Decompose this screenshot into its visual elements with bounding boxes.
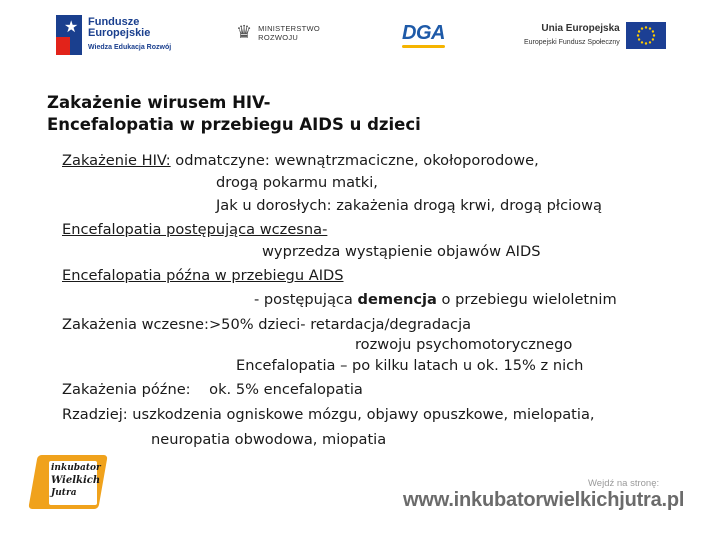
- dementia-post: o przebiegu wieloletnim: [436, 291, 617, 308]
- content-line-1: [62, 152, 539, 170]
- eu-logo-line1: Unia Europejska: [541, 23, 620, 34]
- fundusze-europejskie-logo: [56, 15, 171, 55]
- title-line2: Encefalopatia w przebiegu AIDS u dzieci: [47, 115, 421, 134]
- fe-logo-line3: Wiedza Edukacja Rozwój: [88, 44, 172, 51]
- slide-title: [47, 92, 421, 136]
- content-line-7: [254, 291, 617, 309]
- content-line-12: Rzadziej: uszkodzenia ogniskowe mózgu, objawy opuszkowe, mielopatia,: [62, 406, 595, 423]
- fe-logo-line2: Europejskie: [88, 27, 151, 39]
- content-line-9: rozwoju psychomotorycznego: [355, 336, 573, 353]
- ik-logo-line3: Jutra: [51, 488, 77, 498]
- ministry-line1: MINISTERSTWO: [258, 23, 321, 33]
- dementia-pre: - postępująca: [254, 291, 358, 308]
- content-line-13: neuropatia obwodowa, miopatia: [151, 431, 387, 448]
- ik-logo-line2: Wielkich: [51, 475, 101, 486]
- dga-logo: [402, 22, 445, 48]
- ik-logo-line1: inkubator: [51, 463, 101, 473]
- dga-logo-text: DGA: [402, 22, 445, 48]
- eu-logo-line2: Europejski Fundusz Społeczny: [524, 39, 620, 46]
- ministry-logo: [236, 22, 320, 43]
- hiv-infection-label: Zakażenie HIV:: [62, 152, 171, 169]
- content-line-4: Encefalopatia postępująca wczesna-: [62, 221, 328, 238]
- website-url-link[interactable]: www.inkubatorwielkichjutra.pl: [403, 489, 685, 511]
- fundusze-europejskie-icon: ★: [56, 15, 82, 55]
- dementia-bold: demencja: [357, 291, 437, 308]
- title-line1: Zakażenie wirusem HIV-: [47, 93, 271, 112]
- content-line-3: Jak u dorosłych: zakażenia drogą krwi, drogą płciową: [216, 197, 602, 214]
- eagle-emblem-icon: ♛: [236, 22, 253, 43]
- content-line-10: Encefalopatia – po kilku latach u ok. 15% z nich: [236, 357, 584, 374]
- inkubator-logo: [33, 455, 111, 511]
- content-line-6: Encefalopatia późna w przebiegu AIDS: [62, 267, 344, 284]
- content-line-11: Zakażenia późne: ok. 5% encefalopatia: [62, 381, 363, 398]
- hiv-infection-text: odmatczyne: wewnątrzmaciczne, okołoporodowe,: [170, 152, 539, 169]
- content-line-5: wyprzedza wystąpienie objawów AIDS: [262, 243, 541, 260]
- eu-logo: [524, 22, 666, 49]
- fe-logo-line1: Fundusze: [88, 16, 140, 28]
- content-line-8: Zakażenia wczesne:>50% dzieci- retardacja/degradacja: [62, 316, 472, 333]
- eu-flag-icon: [626, 22, 666, 49]
- visit-label: Wejdź na stronę:: [588, 478, 660, 489]
- ministry-line2: ROZWOJU: [258, 32, 299, 42]
- content-line-2: drogą pokarmu matki,: [216, 174, 378, 191]
